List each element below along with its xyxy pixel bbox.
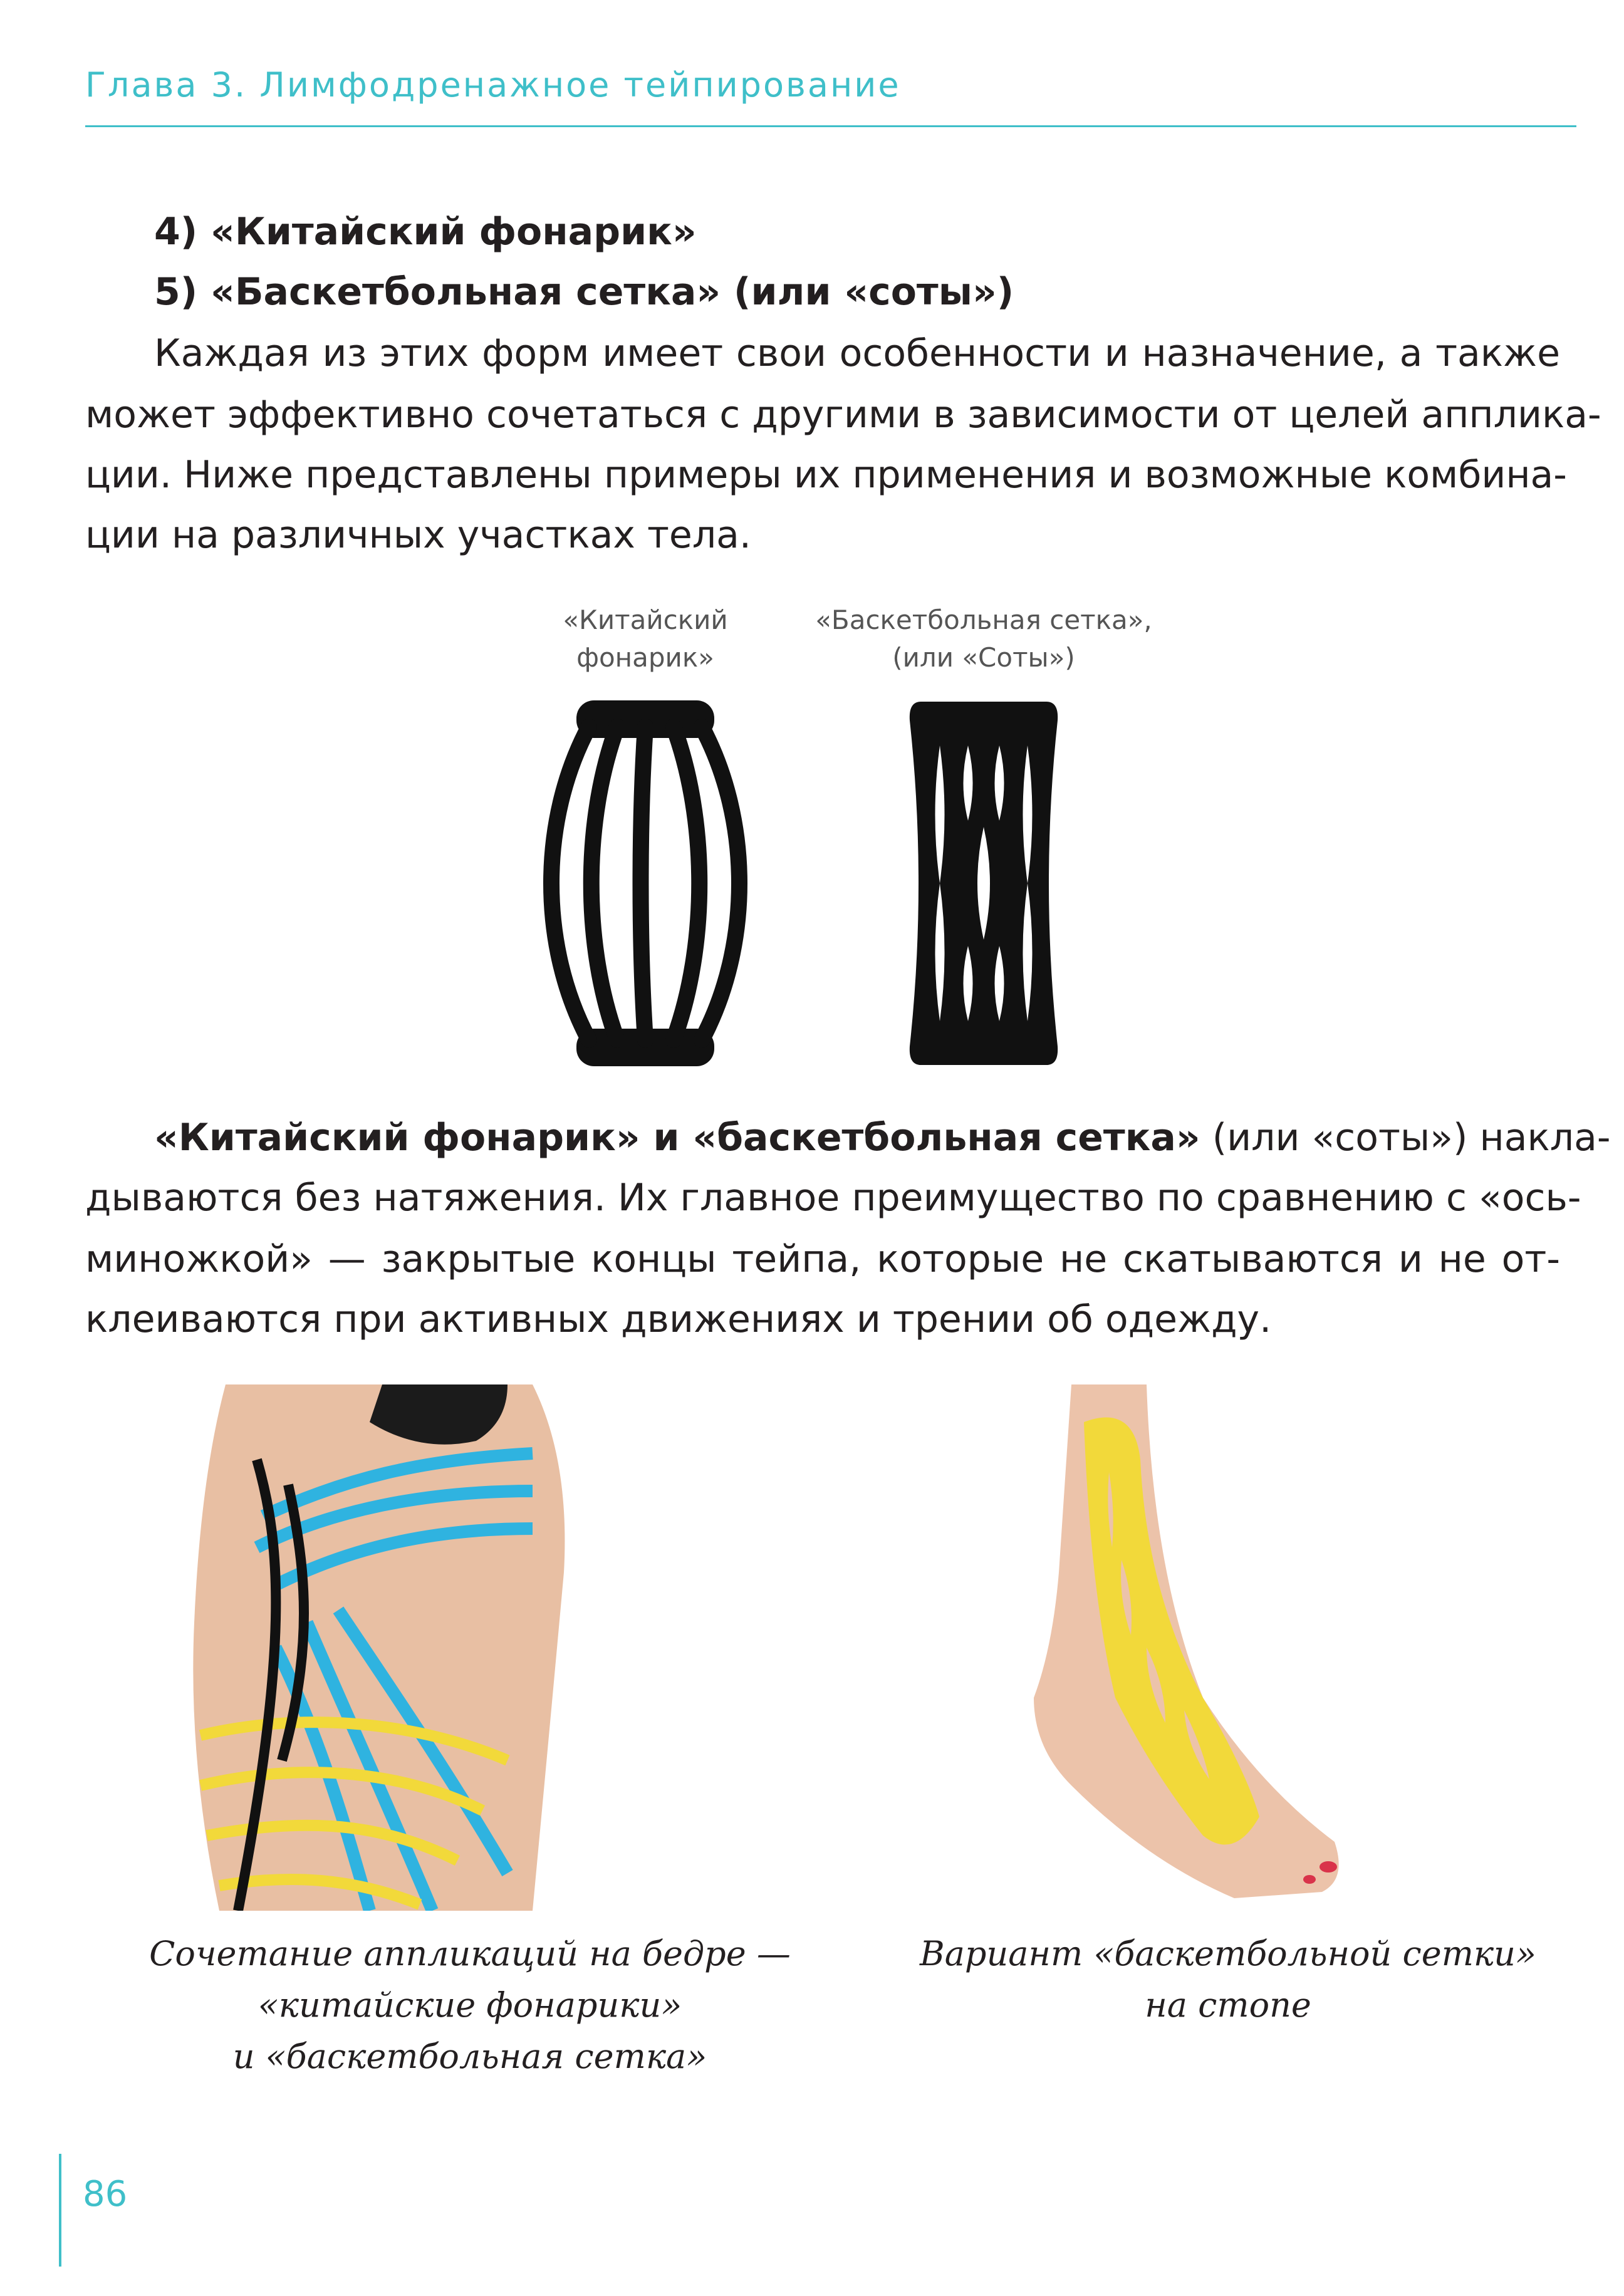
caption-foot-line-1: Вариант «баскетбольной сетки» — [920, 1934, 1536, 1973]
header-rule — [85, 125, 1576, 127]
paragraph-1-line-3: ции. Ниже представлены примеры их применения и возможные комбина- — [85, 453, 1567, 497]
figure-label-lantern-line-2: фонарик» — [576, 642, 714, 673]
paragraph-2-line-1-rest: (или «соты») накла- — [1212, 1116, 1611, 1160]
paragraph-2-bold-phrase: «Китайский фонарик» и «баскетбольная сетка» — [154, 1116, 1200, 1160]
list-item-4: 4) «Китайский фонарик» — [154, 210, 697, 254]
lantern-strips — [551, 727, 739, 1040]
foot-tape-photo — [996, 1384, 1435, 1911]
basketball-net-tape-figure — [902, 695, 1065, 1071]
caption-thigh — [119, 1928, 821, 2082]
figure-label-lantern — [539, 601, 752, 677]
thigh-tape-photo — [182, 1384, 708, 1911]
running-head: Глава 3. Лимфодренажное тейпирование — [85, 65, 901, 105]
caption-thigh-line-2: «китайские фонарики» — [258, 1985, 682, 2025]
lantern-tape-figure — [539, 695, 752, 1071]
caption-foot-line-2: на стопе — [1145, 1985, 1311, 2025]
paragraph-2-line-4: клеиваются при активных движениях и трении об одежду. — [85, 1297, 1272, 1341]
paragraph-2-line-2: дываются без натяжения. Их главное преимущество по сравнению с «ось- — [85, 1176, 1581, 1220]
figure-label-net-line-2: (или «Соты») — [892, 642, 1075, 673]
caption-thigh-line-1: Сочетание аппликаций на бедре — — [149, 1934, 791, 1973]
paragraph-1-line-1: Каждая из этих форм имеет свои особенности и назначение, а также — [154, 331, 1560, 375]
paragraph-1-line-4: ции на различных участках тела. — [85, 513, 752, 557]
paragraph-2-line-1 — [154, 1108, 1611, 1168]
list-item-5: 5) «Баскетбольная сетка» (или «соты») — [154, 270, 1014, 314]
page-number-bar — [59, 2154, 61, 2267]
figure-label-net-line-1: «Баскетбольная сетка», — [815, 605, 1152, 635]
caption-thigh-line-3: и «баскетбольная сетка» — [232, 2037, 707, 2076]
caption-foot — [883, 1928, 1573, 2031]
figure-label-lantern-line-1: «Китайский — [563, 605, 728, 635]
paragraph-1-line-2: может эффективно сочетаться с другими в зависимости от целей апплика- — [85, 393, 1601, 437]
figure-label-basketball-net — [808, 601, 1159, 677]
paragraph-2-line-3: миножкой» — закрытые концы тейпа, которые не скатываются и не от- — [85, 1237, 1560, 1281]
page-number: 86 — [83, 2174, 128, 2215]
